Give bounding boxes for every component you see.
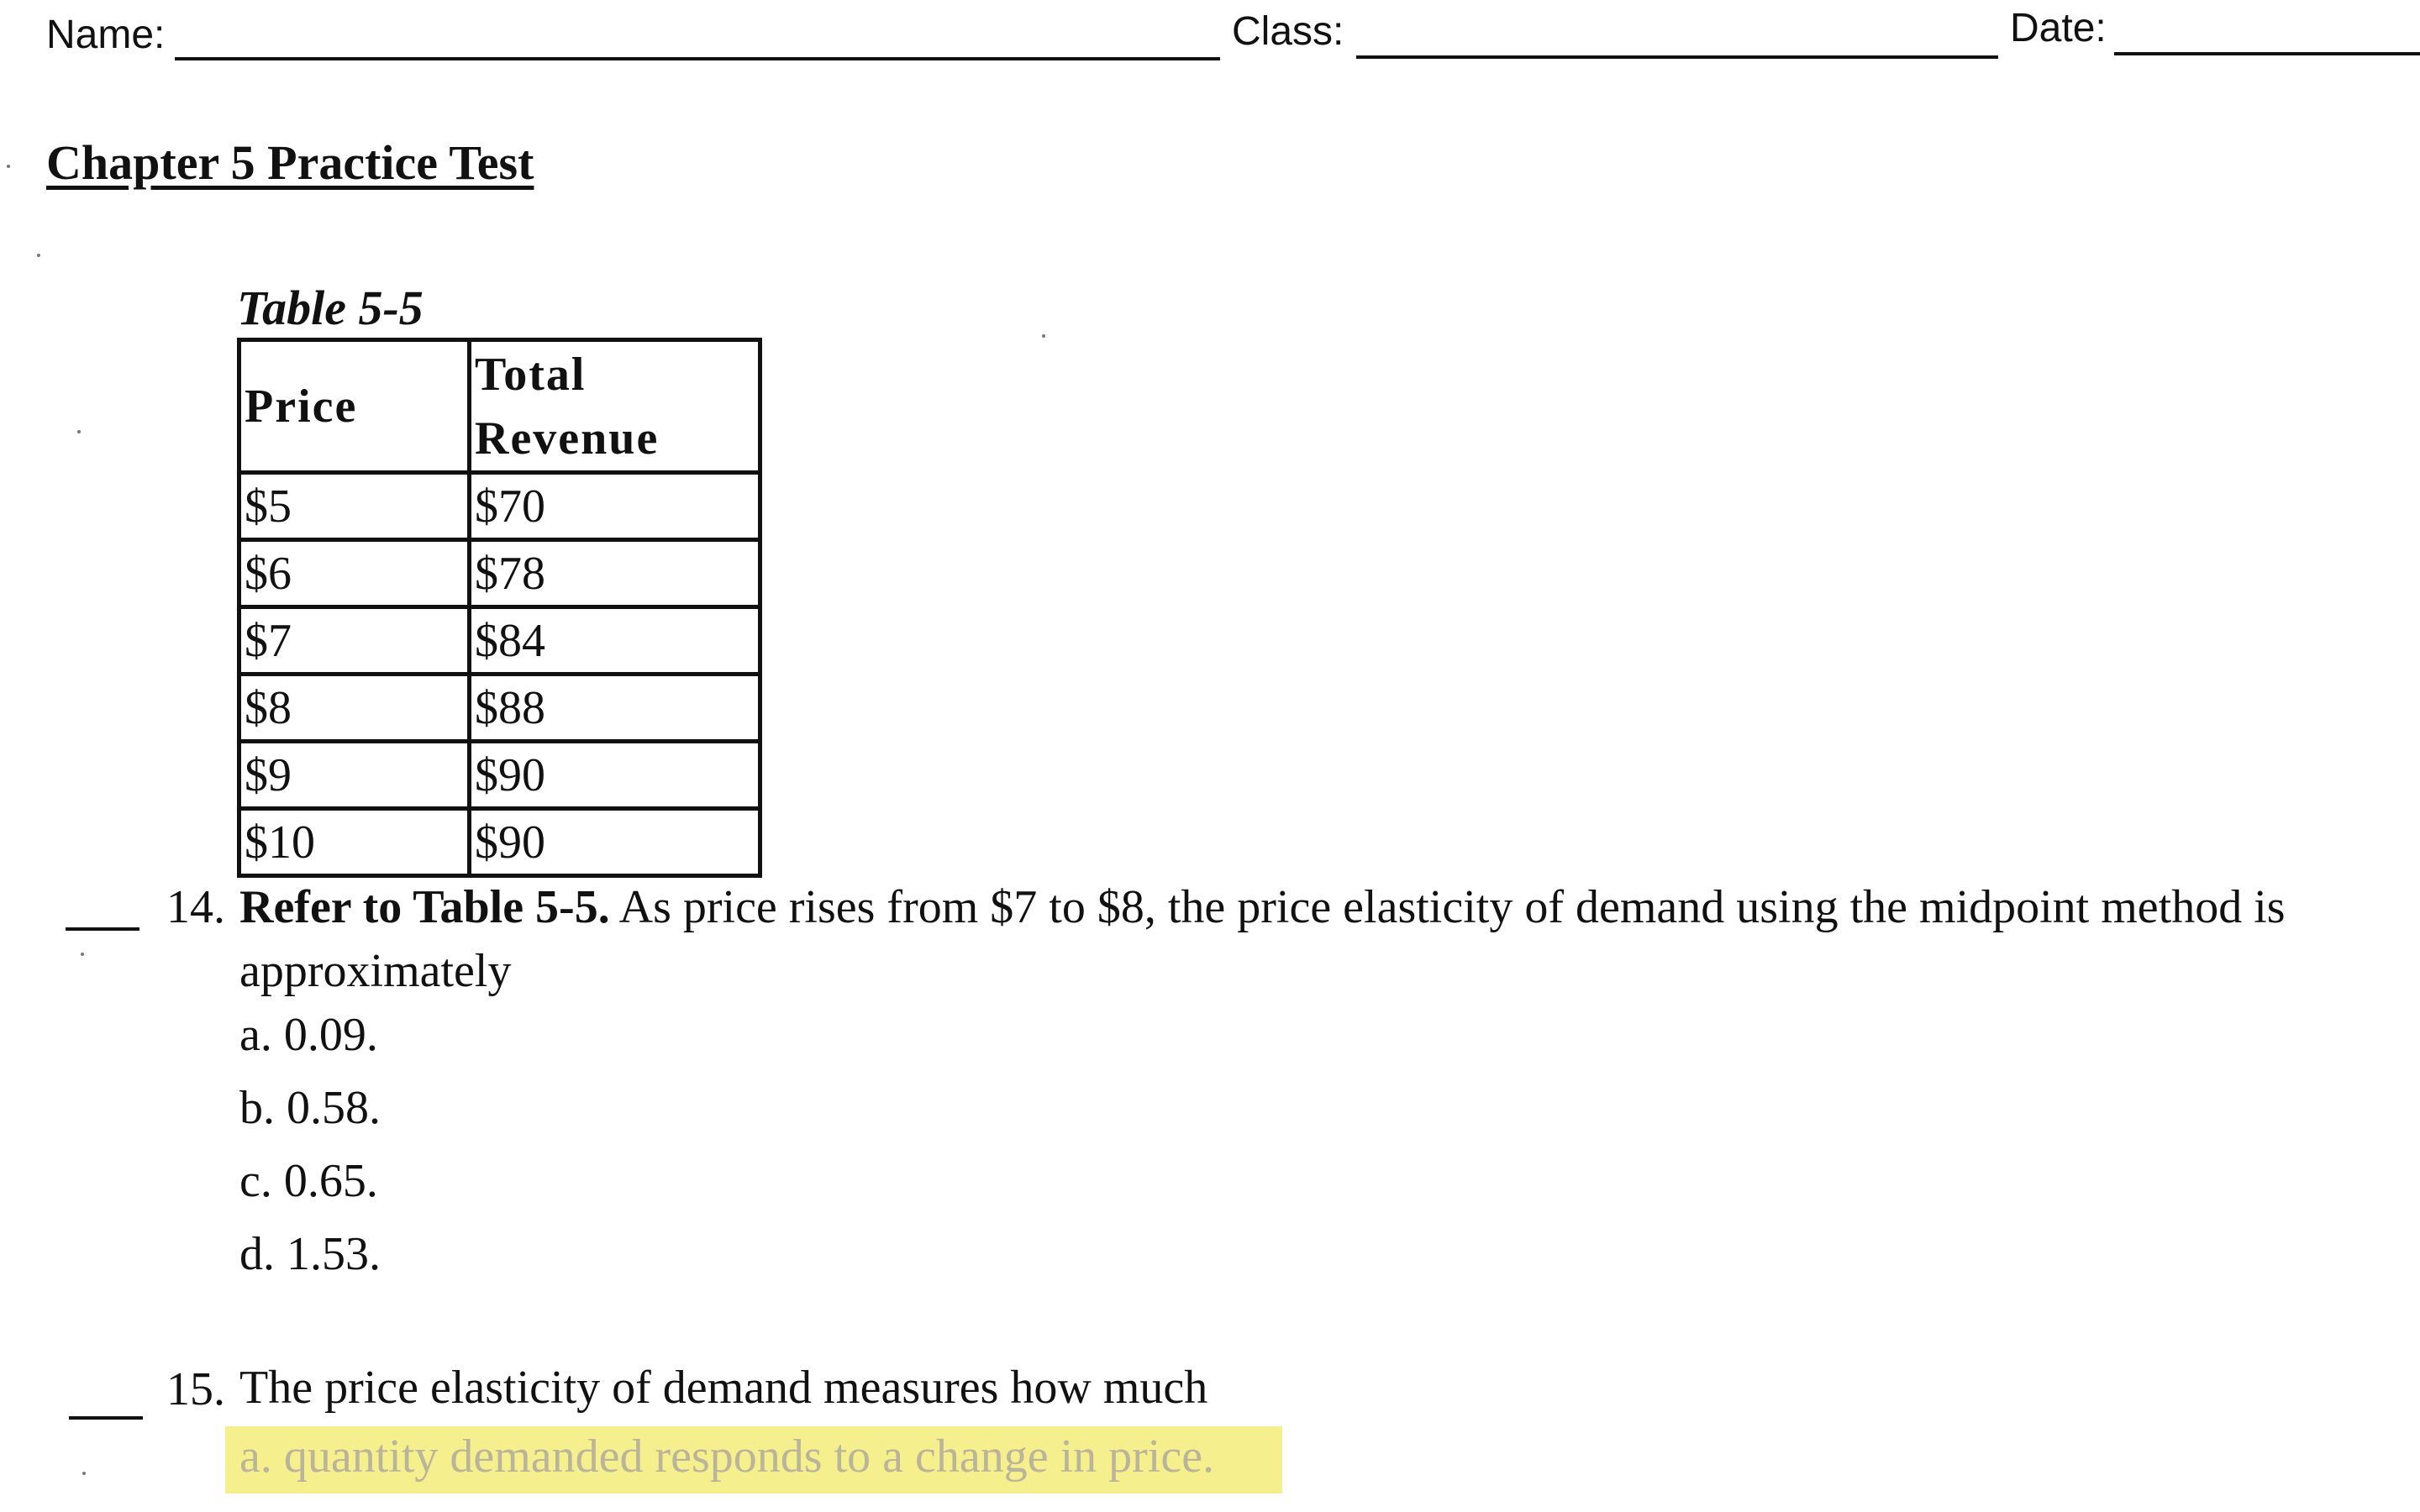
revenue-cell: $90 <box>470 809 760 876</box>
answer-option[interactable]: b. 0.58. <box>239 1082 381 1134</box>
table-row <box>239 540 760 607</box>
header-price: Price <box>239 340 470 473</box>
table-header-row <box>239 340 760 473</box>
date-label: Date: <box>2010 6 2107 50</box>
revenue-cell: $70 <box>470 473 760 540</box>
price-cell: $6 <box>239 540 470 607</box>
class-field-line[interactable] <box>1356 55 1998 59</box>
page-title: Chapter 5 Practice Test <box>46 135 534 190</box>
price-cell: $9 <box>239 742 470 809</box>
question-continuation: approximately <box>239 945 512 997</box>
answer-blank-q15[interactable] <box>69 1416 143 1420</box>
scan-speck <box>82 1472 86 1475</box>
scan-speck <box>81 953 84 956</box>
name-label: Name: <box>46 13 166 57</box>
table-row <box>239 473 760 540</box>
table-row <box>239 607 760 675</box>
price-revenue-table <box>237 338 762 878</box>
question-15-text: The price elasticity of demand measures how much <box>239 1362 1208 1414</box>
question-body: As price rises from $7 to $8, the price elasticity of demand using the midpoint method is <box>618 881 2286 933</box>
revenue-cell: $90 <box>470 742 760 809</box>
revenue-cell: $84 <box>470 607 760 675</box>
date-field-line[interactable] <box>2114 52 2420 55</box>
answer-option[interactable]: a. quantity demanded responds to a change in price. <box>239 1431 1215 1483</box>
answer-option[interactable]: a. 0.09. <box>239 1009 378 1061</box>
scan-speck <box>37 254 40 257</box>
question-number: 15. <box>166 1363 225 1415</box>
class-label: Class: <box>1232 9 1344 54</box>
scan-speck <box>7 165 10 168</box>
price-cell: $8 <box>239 675 470 742</box>
revenue-cell: $78 <box>470 540 760 607</box>
table-row <box>239 809 760 876</box>
name-field-line[interactable] <box>175 57 1220 60</box>
question-lead: Refer to Table 5-5. <box>239 881 610 933</box>
answer-blank-q14[interactable] <box>66 927 139 931</box>
header-total-revenue: Total Revenue <box>470 340 760 473</box>
answer-option[interactable]: d. 1.53. <box>239 1228 381 1280</box>
table-row <box>239 742 760 809</box>
scan-speck <box>77 430 81 433</box>
scan-speck <box>1042 334 1045 338</box>
price-cell: $10 <box>239 809 470 876</box>
price-cell: $7 <box>239 607 470 675</box>
table-row <box>239 675 760 742</box>
question-number: 14. <box>166 881 225 933</box>
question-14-text <box>239 875 2407 939</box>
price-cell: $5 <box>239 473 470 540</box>
answer-option[interactable]: c. 0.65. <box>239 1155 378 1207</box>
table-caption: Table 5-5 <box>237 281 424 335</box>
revenue-cell: $88 <box>470 675 760 742</box>
